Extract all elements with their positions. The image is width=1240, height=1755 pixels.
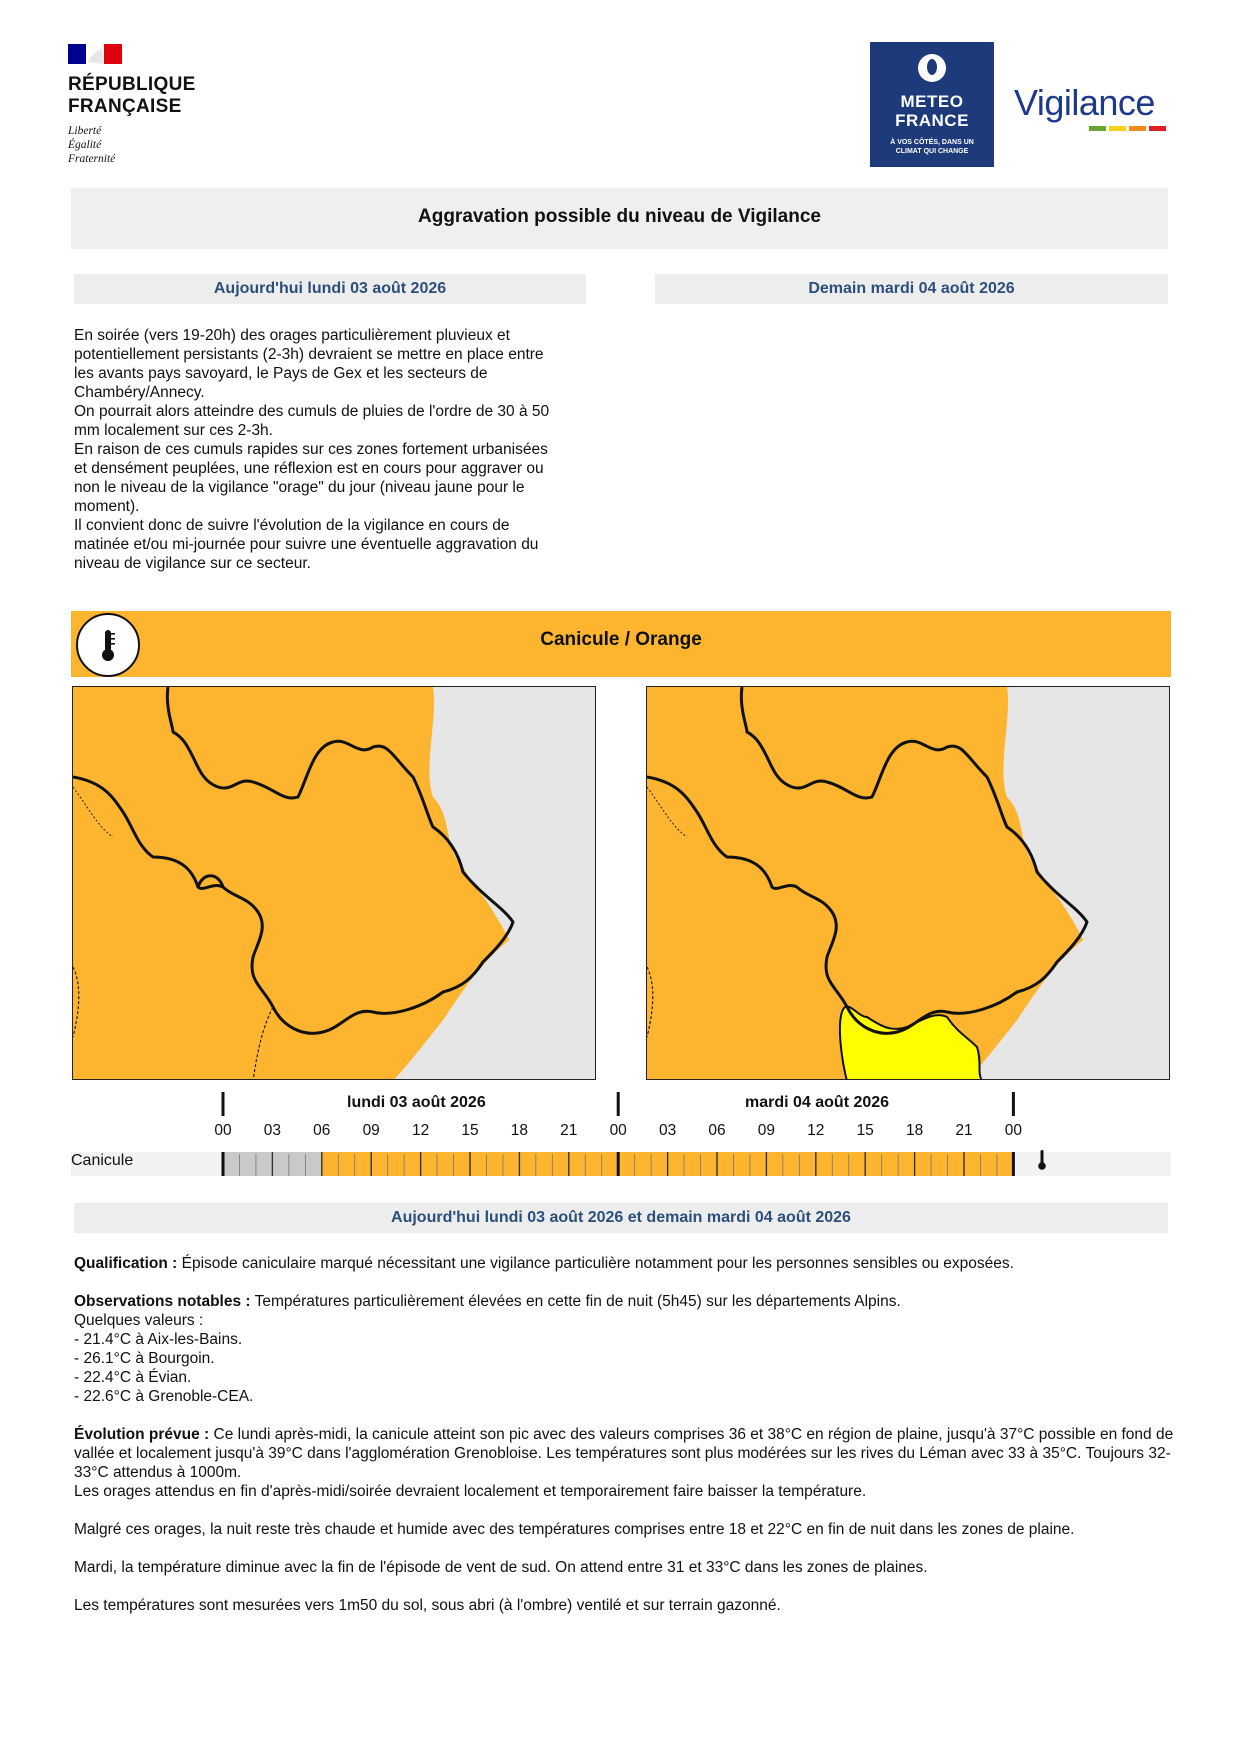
aggravation-today-heading: Aujourd'hui lundi 03 août 2026 (74, 274, 586, 304)
map-today (72, 686, 596, 1080)
map-tomorrow (646, 686, 1170, 1080)
measure-paragraph: Les températures sont mesurées vers 1m50 du sol, sous abri (à l'ombre) ventilé et sur terrain gazonné. (74, 1597, 781, 1614)
canicule-title: Canicule / Orange (540, 629, 702, 650)
timeline-hour-label: 15 (461, 1122, 479, 1139)
aggravation-title: Aggravation possible du niveau de Vigilance (418, 206, 821, 227)
vigilance-orange-bar (1129, 126, 1146, 131)
timeline-hour-label: 00 (214, 1122, 232, 1139)
timeline-hour-label: 00 (1004, 1122, 1023, 1139)
timeline-hour-label: 00 (609, 1122, 627, 1139)
timeline-hour-label: 09 (757, 1122, 776, 1139)
timeline-hour-label: 12 (411, 1122, 430, 1139)
timeline-hour-label: 12 (807, 1122, 825, 1139)
timeline-hour-label: 03 (263, 1122, 282, 1139)
timeline-hour-label: 06 (708, 1122, 726, 1139)
rf-name: RÉPUBLIQUE FRANÇAISE (68, 74, 196, 117)
vigilance-green-bar (1089, 126, 1106, 131)
timeline-day1-label: lundi 03 août 2026 (347, 1094, 486, 1111)
republique-francaise-logo (68, 42, 228, 170)
aggravation-tomorrow-heading: Demain mardi 04 août 2026 (655, 274, 1168, 304)
qualification-paragraph: Qualification : Épisode caniculaire marqué nécessitant une vigilance particulière notamment pour les personnes sensibles ou exposées. (74, 1255, 1014, 1272)
timeline-hour-label: 03 (658, 1122, 677, 1139)
vigilance-red-bar (1149, 126, 1166, 131)
summary-text (74, 1254, 1174, 1634)
timeline-hour-label: 15 (856, 1122, 874, 1139)
vigilance-timeline (0, 1088, 1240, 1178)
timeline-bars (0, 1088, 1240, 1178)
timeline-day2-label: mardi 04 août 2026 (745, 1094, 890, 1111)
timeline-hour-label: 18 (905, 1122, 924, 1139)
observations-paragraph: Observations notables : Températures particulièrement élevées en cette fin de nuit (5h45) sur les départements Alpins. Quelques valeurs : - 21.4°C à Aix-les-Bains. - 26.1°C à Bourgoin. - 22.4°C à Évian. - 22.6°C à Grenoble-CEA. (74, 1293, 901, 1405)
mf-tagline: À VOS CÔTÉS, DANS UN CLIMAT QUI CHANGE (890, 139, 974, 155)
marianne-flag-icon (68, 44, 122, 64)
vigilance-logo: Vigilance (1014, 82, 1155, 123)
timeline-thermometer-icon (1036, 1148, 1048, 1177)
timeline-hour-label: 21 (955, 1122, 973, 1139)
night-paragraph: Malgré ces orages, la nuit reste très chaude et humide avec des températures comprises entre 18 et 22°C en fin de nuit dans les zones de plaine. (74, 1521, 1075, 1538)
summary-heading: Aujourd'hui lundi 03 août 2026 et demain mardi 04 août 2026 (74, 1203, 1168, 1233)
aggravation-today-text: En soirée (vers 19-20h) des orages particulièrement pluvieux et potentiellement persistants (2-3h) devraient se mettre en place entre les avants pays savoyard, le Pays de Gex et les secteurs de Chambéry/Annecy. On pourrait alors atteindre des cumuls de pluies de l'ordre de 30 à 50 mm localement sur ces 2-3h. En raison de ces cumuls rapides sur ces zones fortement urbanisées et densément peuplées, une réflexion est en cours pour aggraver ou non le niveau de la vigilance "orage" du jour (niveau jaune pour le moment). Il convient donc de suivre l'évolution de la vigilance en cours de matinée et/ou mi-journée pour suivre une éventuelle aggravation du niveau de vigilance sur ce secteur. (74, 327, 550, 572)
timeline-hour-label: 09 (362, 1122, 380, 1139)
evolution-paragraph: Évolution prévue : Ce lundi après-midi, la canicule atteint son pic avec des valeurs comprises 36 et 38°C en région de plaine, jusqu'à 37°C possible en fond de vallée et localement jusqu'à 39°C dans l'agglomération Grenobloise. Les températures sont plus modérées sur les rives du Léman avec 33 à 35°C. Toujours 32-33°C attendus à 1000m. Les orages attendus en fin d'après-midi/soirée devraient localement et temporairement faire baisser la température. (74, 1426, 1174, 1500)
mf-name: METEO FRANCE (895, 92, 969, 130)
meteo-france-logo (870, 42, 994, 167)
timeline-hour-label: 18 (510, 1122, 529, 1139)
tuesday-paragraph: Mardi, la température diminue avec la fin de l'épisode de vent de sud. On attend entre 31 et 33°C dans les zones de plaines. (74, 1559, 928, 1576)
vigilance-yellow-bar (1109, 126, 1126, 131)
timeline-row-label: Canicule (71, 1152, 134, 1169)
timeline-hour-label: 06 (313, 1122, 331, 1139)
timeline-hour-label: 21 (560, 1122, 578, 1139)
rf-motto: Liberté Égalité Fraternité (68, 125, 116, 165)
